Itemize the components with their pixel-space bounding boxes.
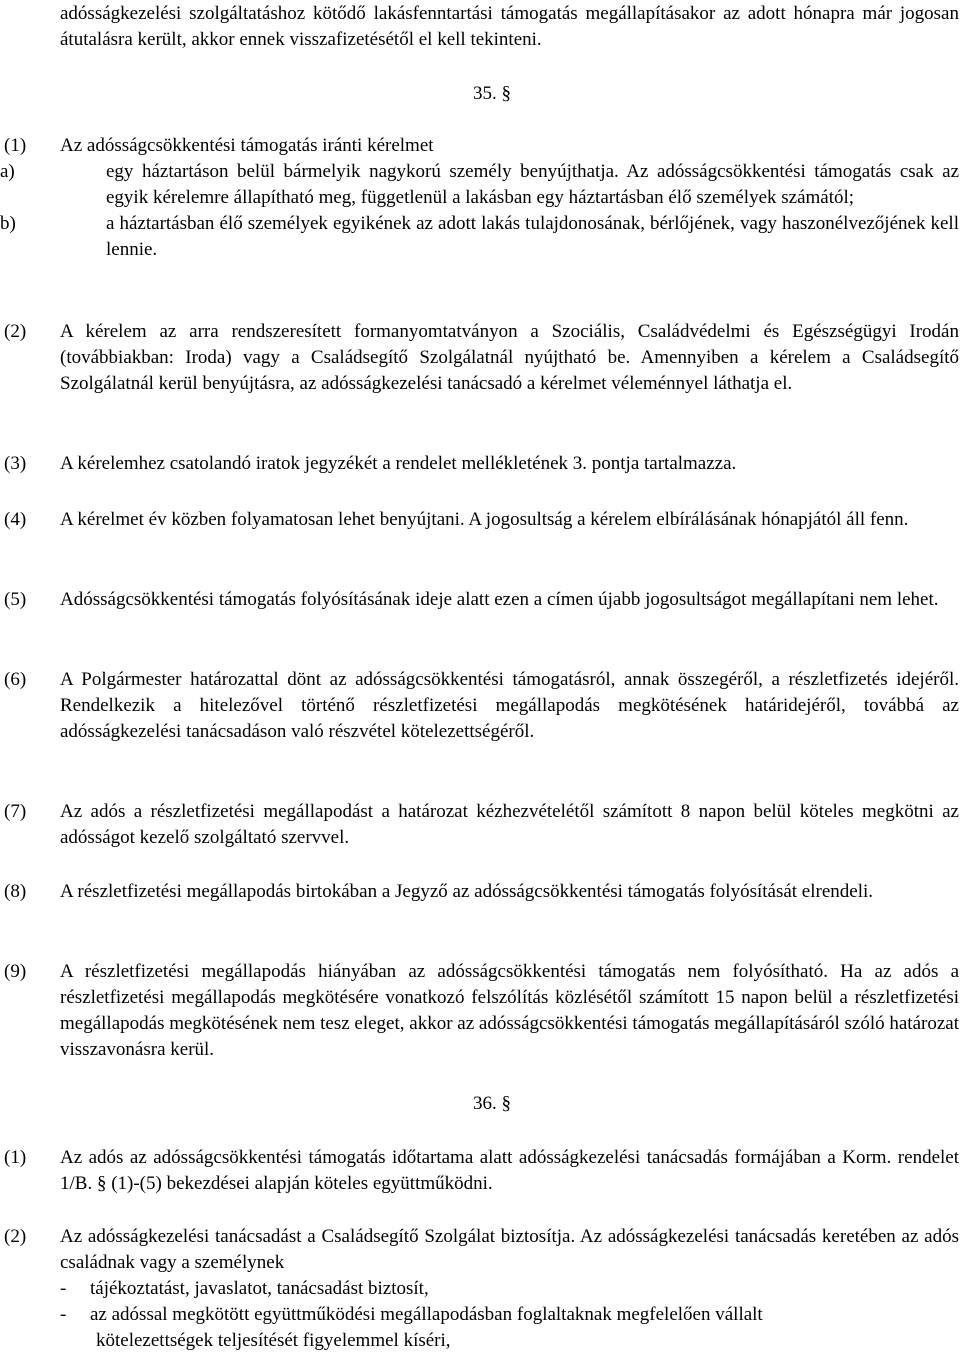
paragraph-text: A részletfizetési megállapodás birtokában a Jegyző az adósságcsökkentési támogatás folyósítását elrendeli. [60, 881, 874, 902]
bullet-dash: - [60, 1278, 67, 1299]
list-item-b [0, 211, 959, 263]
bullet-item-1 [60, 1276, 959, 1302]
section-heading-35: 35. § [473, 83, 511, 104]
paragraph-number: (3) [4, 453, 27, 474]
list-text-b: a háztartásban élő személyek egyikének az adott lakás tulajdonosának, bérlőjének, vagy haszonélvezőjének kell lennie. [106, 213, 959, 260]
paragraph-number: (9) [4, 961, 27, 982]
list-label-a: a) [0, 161, 15, 182]
intro-paragraph [60, 1, 959, 53]
list-item-a [0, 159, 959, 211]
paragraph-lead: Az adósságcsökkentési támogatás iránti kérelmet [60, 135, 434, 156]
paragraph-number: (8) [4, 881, 27, 902]
bullet-item-2 [60, 1302, 959, 1328]
paragraph-number: (2) [4, 1226, 27, 1247]
paragraph-number: (7) [4, 801, 27, 822]
bullet-item-2-continuation: kötelezettségek teljesítését figyelemmel kíséri, [96, 1330, 451, 1351]
paragraph-text: A részletfizetési megállapodás hiányában az adósságcsökkentési támogatás nem folyósítható. Ha az adós a részletfizetési megállapodás megkötésére vonatkozó felszólítás közlésétől számított 15 napon belül a részletfizetési megállapodás megkötésének nem tesz eleget, akkor az adósságcsökkentési támogatás megállapításáról szóló határozat visszavonásra kerül. [60, 961, 959, 1060]
bullet-text-1: tájékoztatást, javaslatot, tanácsadást biztosít, [90, 1278, 429, 1299]
list-text-a: egy háztartáson belül bármelyik nagykorú személy benyújthatja. Az adósságcsökkentési támogatás csak az egyik kérelemre állapítható meg, függetlenül a lakásban egy háztartásban élő személyek számától; [106, 161, 959, 208]
paragraph-text: Az adós az adósságcsökkentési támogatás időtartama alatt adósságkezelési tanácsadás formájában a Korm. rendelet 1/B. § (1)-(5) bekezdései alapján köteles együttműködni. [60, 1147, 959, 1194]
paragraph-number: (1) [4, 1147, 27, 1168]
paragraph-text: Az adós a részletfizetési megállapodást a határozat kézhezvételétől számított 8 napon belül köteles megkötni az adósságot kezelő szolgáltató szervvel. [60, 801, 959, 848]
paragraph-number: (5) [4, 589, 27, 610]
bullet-dash: - [60, 1304, 67, 1325]
paragraph-text: A kérelmet év közben folyamatosan lehet benyújtani. A jogosultság a kérelem elbírálásának hónapjától áll fenn. [60, 509, 909, 530]
paragraph-text: Az adósságkezelési tanácsadást a Családsegítő Szolgálat biztosítja. Az adósságkezelési tanácsadás keretében az adós családnak vagy a személynek [60, 1226, 959, 1273]
bullet-text-2: az adóssal megkötött együttműködési megállapodásban foglaltaknak megfelelően vállalt [90, 1304, 763, 1325]
intro-text: adósságkezelési szolgáltatáshoz kötődő lakásfenntartási támogatás megállapításakor az adott hónapra már jogosan átutalásra került, akkor ennek visszafizetésétől el kell tekinteni. [60, 3, 959, 50]
paragraph-number: (1) [4, 135, 27, 156]
paragraph-number: (4) [4, 509, 27, 530]
section-heading-36: 36. § [473, 1093, 511, 1114]
paragraph-text: A kérelem az arra rendszeresített formanyomtatványon a Szociális, Családvédelmi és Egészségügyi Irodán (továbbiakban: Iroda) vagy a Családsegítő Szolgálatnál nyújtható be. Amennyiben a kérelem a Családsegítő Szolgálatnál kerül benyújtásra, az adósságkezelési tanácsadó a kérelmet véleménnyel láthatja el. [60, 321, 959, 394]
paragraph-text: Adósságcsökkentési támogatás folyósításának ideje alatt ezen a címen újabb jogosultságot megállapítani nem lehet. [60, 589, 939, 610]
list-label-b: b) [0, 213, 16, 234]
paragraph-text: A Polgármester határozattal dönt az adósságcsökkentési támogatásról, annak összegéről, a részletfizetés idejéről. Rendelkezik a hitelezővel történő részletfizetési megállapodás megkötésének határidejéről, továbbá az adósságkezelési tanácsadáson való részvétel kötelezettségéről. [60, 669, 959, 742]
paragraph-text: A kérelemhez csatolandó iratok jegyzékét a rendelet mellékletének 3. pontja tartalmazza. [60, 453, 737, 474]
paragraph-number: (2) [4, 321, 27, 342]
paragraph-number: (6) [4, 669, 27, 690]
